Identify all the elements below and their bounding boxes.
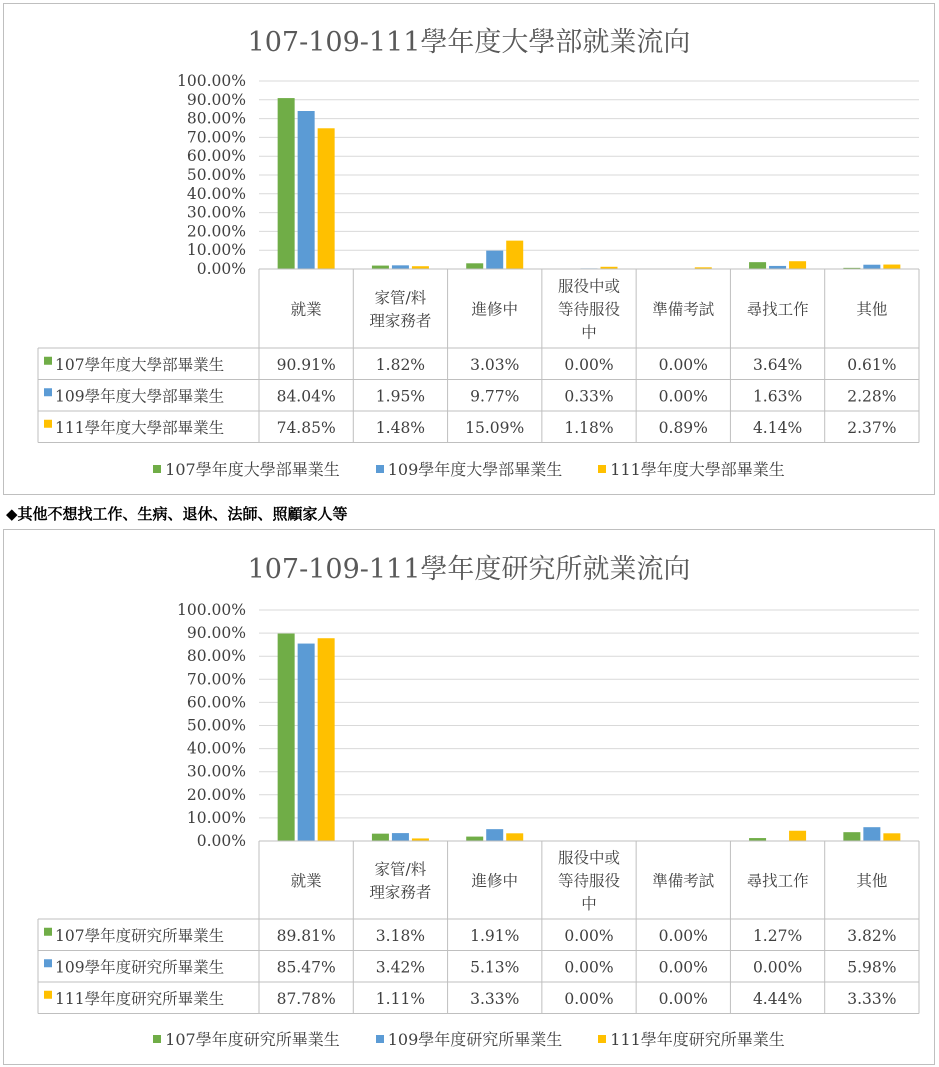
table-cell-value: 1.91% [470,926,520,945]
table-cell-value: 9.77% [470,387,520,406]
bar-109-1 [298,644,315,841]
category-label: 家管/料理家務者 [369,860,432,902]
chart-title: 107-109-111學年度研究所就業流向 [247,554,691,585]
table-cell-value: 90.91% [276,355,336,374]
legend-label-109: 109學年度大學部畢業生 [387,460,563,479]
bar-107-3 [466,837,483,841]
legend-swatch-107 [153,1035,161,1043]
bar-109-7 [863,827,880,841]
bar-109-7 [863,265,880,269]
table-cell-value: 1.63% [752,387,803,406]
legend-item-109 [376,1027,563,1050]
bar-111-1 [318,128,335,269]
table-cell-value: 89.81% [276,926,336,945]
y-tick-label: 0.00% [196,832,246,850]
y-tick-label: 70.00% [186,128,246,147]
table-cell-value: 1.95% [375,387,426,406]
table-cell-value: 1.82% [375,355,426,374]
table-series-name: 109學年度研究所畢業生 [55,958,225,977]
bar-109-1 [298,111,315,269]
bar-109-2 [392,265,409,269]
table-cell-value: 74.85% [276,418,336,437]
table-cell-value: 3.33% [470,989,520,1008]
y-tick-label: 10.00% [186,241,246,260]
table-cell-value: 0.00% [564,355,614,374]
table-cell-value: 0.33% [564,387,614,406]
bar-111-3 [506,833,523,841]
y-tick-label: 100.00% [177,72,246,90]
y-tick-label: 40.00% [186,739,246,758]
bar-111-1 [318,638,335,841]
table-swatch-111 [44,991,52,999]
category-label: 尋找工作 [746,300,809,319]
bar-109-2 [392,833,409,841]
legend-swatch-111 [598,465,606,473]
y-tick-label: 100.00% [177,601,246,619]
table-cell-value: 2.37% [847,418,897,437]
table-cell-value: 85.47% [276,958,336,977]
category-label: 就業 [290,300,322,319]
category-label: 服役中或等待服役中 [557,277,621,342]
bar-107-3 [466,263,483,269]
table-cell-value: 0.00% [658,355,708,374]
graduate-chart [3,529,935,1065]
chart-legend [4,1027,934,1050]
table-cell-value: 0.00% [658,989,708,1008]
category-label: 就業 [290,872,322,890]
table-cell-value: 1.48% [375,418,426,437]
y-tick-label: 90.00% [186,90,246,109]
category-label: 準備考試 [652,872,715,890]
bar-107-1 [278,98,295,269]
y-tick-label: 60.00% [186,147,246,166]
table-cell-value: 15.09% [465,418,525,437]
category-label: 家管/料理家務者 [369,289,432,330]
bar-111-6 [789,261,806,269]
legend-item-107 [153,457,340,480]
category-label: 準備考試 [652,300,715,319]
legend-swatch-111 [598,1035,606,1043]
table-cell-value: 0.00% [658,387,708,406]
chart-title: 107-109-111學年度大學部就業流向 [247,27,691,58]
table-series-name: 107學年度大學部畢業生 [55,355,225,374]
table-cell-value: 87.78% [276,989,336,1008]
table-swatch-107 [44,357,52,365]
legend-swatch-109 [376,465,384,473]
legend-label-107: 107學年度大學部畢業生 [165,460,340,479]
y-tick-label: 30.00% [186,762,246,781]
y-tick-label: 60.00% [186,693,246,712]
table-cell-value: 1.18% [564,418,614,437]
bar-107-2 [372,834,389,841]
table-cell-value: 1.11% [375,989,426,1008]
table-swatch-107 [44,928,52,936]
table-swatch-109 [44,388,52,396]
y-tick-label: 50.00% [186,716,246,735]
table-series-name: 111學年度研究所畢業生 [55,989,225,1008]
bar-107-2 [372,266,389,269]
table-series-name: 111學年度大學部畢業生 [55,418,225,437]
table-cell-value: 3.64% [752,355,803,374]
category-label: 進修中 [471,300,518,319]
table-cell-value: 0.89% [658,418,708,437]
table-cell-value: 84.04% [276,387,336,406]
bar-107-7 [843,832,860,841]
table-cell-value: 2.28% [847,387,897,406]
table-cell-value: 3.18% [375,926,426,945]
footnote: ◆其他不想找工作、生病、退休、法師、照顧家人等 [6,505,348,523]
y-tick-label: 10.00% [186,808,246,827]
legend-item-107 [153,1027,340,1050]
category-label: 進修中 [471,872,518,890]
category-label: 其他 [856,300,888,319]
undergraduate-chart-plot [4,4,936,496]
legend-label-107: 107學年度研究所畢業生 [165,1030,340,1049]
chart-legend [4,457,934,480]
table-swatch-111 [44,420,52,428]
bar-111-3 [506,241,523,269]
y-tick-label: 30.00% [186,203,246,222]
table-cell-value: 0.00% [564,926,614,945]
table-cell-value: 0.00% [564,958,614,977]
bar-111-6 [789,831,806,841]
legend-item-111 [598,457,785,480]
bar-107-6 [749,262,766,269]
category-label: 服役中或等待服役中 [557,849,621,913]
table-cell-value: 5.98% [847,958,897,977]
y-tick-label: 90.00% [186,624,246,643]
table-cell-value: 5.13% [470,958,520,977]
table-cell-value: 4.44% [752,989,803,1008]
graduate-chart-plot [4,530,936,1066]
bar-109-3 [486,251,503,269]
table-cell-value: 3.03% [470,355,520,374]
legend-label-111: 111學年度研究所畢業生 [610,1030,785,1049]
undergraduate-chart [3,3,935,495]
table-cell-value: 0.61% [847,355,897,374]
table-cell-value: 3.33% [847,989,897,1008]
table-cell-value: 1.27% [752,926,803,945]
legend-swatch-107 [153,465,161,473]
bar-107-1 [278,634,295,841]
y-tick-label: 20.00% [186,785,246,804]
y-tick-label: 0.00% [196,260,246,278]
table-cell-value: 4.14% [752,418,803,437]
table-swatch-109 [44,959,52,967]
table-series-name: 109學年度大學部畢業生 [55,387,225,406]
table-cell-value: 3.42% [375,958,426,977]
table-cell-value: 0.00% [658,926,708,945]
table-series-name: 107學年度研究所畢業生 [55,926,225,945]
table-cell-value: 3.82% [847,926,897,945]
bar-109-3 [486,829,503,841]
y-tick-label: 40.00% [186,184,246,203]
legend-label-109: 109學年度研究所畢業生 [387,1030,563,1049]
y-tick-label: 80.00% [186,109,246,128]
y-tick-label: 20.00% [186,222,246,241]
bar-111-7 [883,833,900,841]
y-tick-label: 50.00% [186,166,246,184]
legend-item-109 [376,457,563,480]
y-tick-label: 70.00% [186,670,246,689]
table-cell-value: 0.00% [564,989,614,1008]
legend-item-111 [598,1027,785,1050]
table-cell-value: 0.00% [658,958,708,977]
legend-label-111: 111學年度大學部畢業生 [610,460,785,479]
table-cell-value: 0.00% [752,958,803,977]
legend-swatch-109 [376,1035,384,1043]
bar-111-7 [883,265,900,269]
category-label: 其他 [856,872,888,890]
category-label: 尋找工作 [746,872,809,890]
y-tick-label: 80.00% [186,647,246,666]
